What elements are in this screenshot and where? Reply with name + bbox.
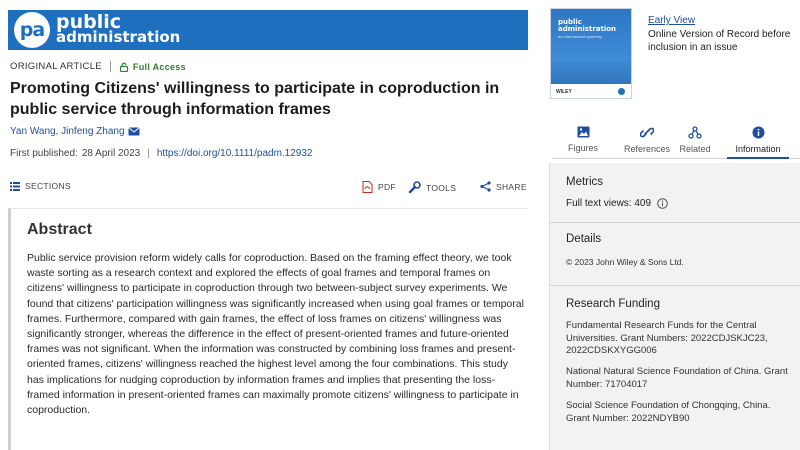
- share-label: SHARE: [496, 181, 527, 192]
- sections-label: SECTIONS: [25, 181, 71, 191]
- share-icon: [480, 181, 491, 192]
- first-published-date: 28 April 2023: [81, 148, 141, 159]
- metrics-heading: Metrics: [566, 176, 604, 188]
- panel-divider: [550, 285, 800, 286]
- information-panel: [549, 163, 800, 450]
- copyright-text: © 2023 John Wiley & Sons Ltd.: [566, 257, 684, 267]
- article-meta-row: [10, 61, 186, 72]
- tools-button[interactable]: [408, 181, 456, 194]
- cover-title: [558, 19, 616, 33]
- journal-logo: pa: [14, 12, 50, 48]
- funding-item: National Natural Science Foundation of China. Grant Number: 71704017: [566, 366, 788, 390]
- tab-figures-label: Figures: [567, 143, 598, 153]
- envelope-icon[interactable]: [128, 127, 140, 136]
- sections-button[interactable]: [10, 181, 71, 191]
- details-heading: Details: [566, 233, 602, 245]
- funding-item: Social Science Foundation of Chongqing, China. Grant Number: 2022NDYB90: [566, 400, 771, 424]
- tab-related[interactable]: [672, 124, 718, 159]
- abstract-heading: Abstract: [27, 221, 92, 238]
- panel-divider: [550, 222, 800, 223]
- authors-link[interactable]: Yan Wang, Jinfeng Zhang: [10, 126, 125, 137]
- first-published-label: First published:: [10, 148, 78, 159]
- share-button[interactable]: [480, 181, 527, 192]
- pdf-label: PDF: [378, 182, 396, 192]
- image-icon: [577, 126, 590, 138]
- full-text-views: [566, 198, 668, 209]
- journal-cover[interactable]: [550, 8, 632, 99]
- info-icon: [752, 126, 765, 139]
- link-icon: [640, 126, 654, 139]
- network-icon: [688, 126, 702, 139]
- cover-mark-icon: [618, 88, 625, 95]
- full-access-badge: Full Access: [132, 61, 186, 72]
- doi-link[interactable]: https://doi.org/10.1111/padm.12932: [156, 148, 313, 159]
- early-view-description: Online Version of Record before inclusion in an issue: [648, 29, 791, 53]
- side-tabs: [552, 124, 800, 159]
- article-type: ORIGINAL ARTICLE: [10, 61, 102, 72]
- tab-information-label: Information: [735, 144, 781, 154]
- tab-related-label: Related: [679, 144, 711, 154]
- funding-item: Fundamental Research Funds for the Central Universities. Grant Numbers: 2022CDJSKJC23, 2022CDSKXYGG006: [566, 320, 768, 356]
- early-view-block: [648, 15, 798, 54]
- tab-references-label: References: [623, 144, 671, 154]
- journal-name-line1: public: [56, 11, 122, 33]
- journal-name: [56, 11, 181, 46]
- journal-name-line2: administration: [56, 28, 181, 46]
- author-list: [10, 126, 140, 137]
- pdf-icon: [362, 181, 373, 193]
- tab-references[interactable]: [618, 124, 676, 159]
- journal-banner[interactable]: [8, 10, 528, 50]
- cover-title-line1: public: [558, 18, 582, 26]
- tab-figures[interactable]: [564, 124, 602, 159]
- pdf-button[interactable]: [362, 181, 396, 193]
- tools-label: TOOLS: [426, 182, 457, 193]
- abstract-section: [8, 208, 528, 450]
- publication-info: [10, 148, 312, 159]
- article-toolbar: [10, 181, 528, 197]
- pipe-divider: |: [147, 148, 150, 159]
- abstract-text: Public service provision reform widely calls for coproduction. Based on the framing effect theory, we took waste sorting as a research context and explored the effects of goal frames and temporal frames on citizens' willingness to participate in coproduction through two between-subject survey experiments. We found that citizens' participation willingness was significantly increased when using goal frames or temporal frames. Furthermore, compared with gain frames, the effect of loss frames on citizens' willingness was significantly stronger, whereas the difference in the effect of present-oriented frames and future-oriented frames was not significant. When the information was constructed by combining loss frames and present-oriented frames, citizens' willingness reached the highest level among the four combinations. This study has implications for nudging coproduction by information frames and implies that presenting the loss-framed information in present-oriented frames can maximally promote citizens' willingness to participate in coproduction.: [27, 252, 524, 417]
- list-icon: [10, 182, 20, 191]
- unlock-icon: [119, 62, 129, 72]
- full-text-views-value: Full text views: 409: [566, 198, 652, 209]
- early-view-link[interactable]: Early View: [648, 15, 696, 26]
- cover-subtitle: an international quarterly: [558, 34, 603, 39]
- article-title: Promoting Citizens' willingness to participate in coproduction in public service through information frames: [10, 80, 500, 118]
- publisher-logo: WILEY: [556, 89, 572, 95]
- cover-title-line2: administration: [558, 25, 617, 33]
- tab-information[interactable]: [727, 124, 789, 159]
- research-funding-heading: Research Funding: [566, 298, 660, 310]
- divider: [110, 61, 111, 72]
- info-circle-icon[interactable]: [657, 198, 668, 209]
- wrench-icon: [408, 181, 421, 194]
